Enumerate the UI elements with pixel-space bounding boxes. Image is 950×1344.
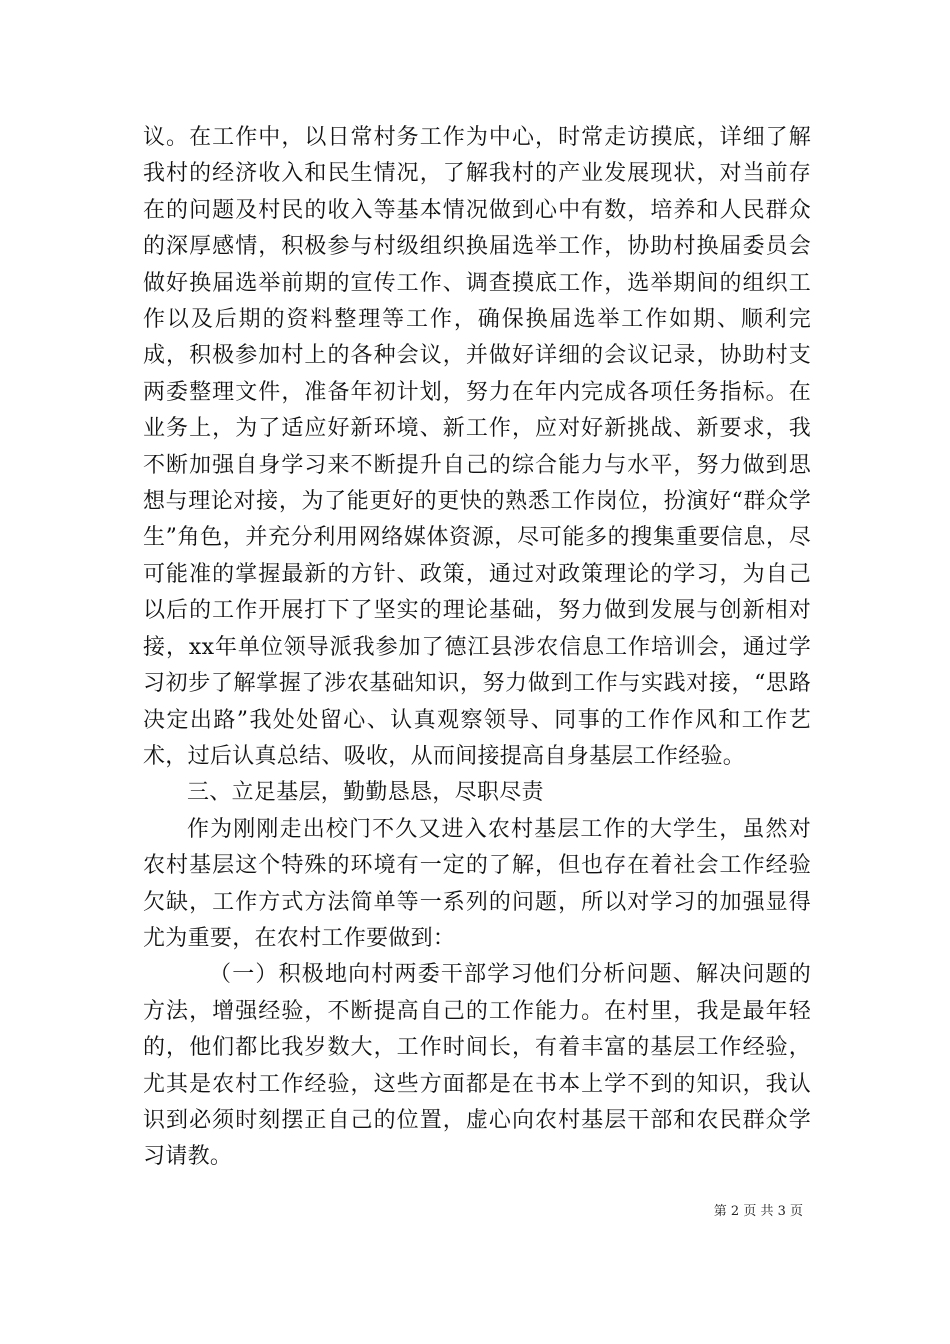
page-number-footer: 第 2 页 共 3 页 xyxy=(713,1204,803,1219)
paragraph-item-1: （一）积极地向村两委干部学习他们分析问题、解决问题的方法，增强经验，不断提高自己的工作能力。在村里，我是最年轻的，他们都比我岁数大，工作时间长，有着丰富的基层工作经验，尤其是农村工作经验，这些方面都是在书本上学不到的知识，我认识到必须时刻摆正自己的位置，虚心向农村基层干部和农民群众学习请教。 xyxy=(143,962,811,1170)
paragraph-continued: 议。在工作中，以日常村务工作为中心，时常走访摸底，详细了解我村的经济收入和民生情况，了解我村的产业发展现状，对当前存在的问题及村民的收入等基本情况做到心中有数，培养和人民群众的深厚感情，积极参与村级组织换届选举工作，协助村换届委员会做好换届选举前期的宣传工作、调查摸底工作，选举期间的组织工作以及后期的资料整理等工作，确保换届选举工作如期、顺利完成，积极参加村上的各种会议，并做好详细的会议记录，协助村支两委整理文件，准备年初计划，努力在年内完成各项任务指标。在业务上，为了适应好新环境、新工作，应对好新挑战、新要求，我不断加强自身学习来不断提升自己的综合能力与水平，努力做到思想与理论对接，为了能更好的更快的熟悉工作岗位，扮演好“群众学生”角色，并充分利用网络媒体资源，尽可能多的搜集重要信息，尽可能准的掌握最新的方针、政策，通过对政策理论的学习，为自己以后的工作开展打下了坚实的理论基础，努力做到发展与创新相对接，xx年单位领导派我参加了德江县涉农信息工作培训会，通过学习初步了解掌握了涉农基础知识，努力做到工作与实践对接，“思路决定出路”我处处留心、认真观察领导、同事的工作作风和工作艺术，过后认真总结、吸收，从而间接提高自身基层工作经验。 xyxy=(143,125,811,769)
paragraph-intro: 作为刚刚走出校门不久又进入农村基层工作的大学生，虽然对农村基层这个特殊的环境有一定的了解，但也存在着社会工作经验欠缺，工作方式方法简单等一系列的问题，所以对学习的加强显得尤为重要，在农村工作要做到： xyxy=(143,816,811,951)
section-heading: 三、立足基层，勤勤恳恳，尽职尽责 xyxy=(187,780,544,806)
document-body xyxy=(143,120,811,1176)
